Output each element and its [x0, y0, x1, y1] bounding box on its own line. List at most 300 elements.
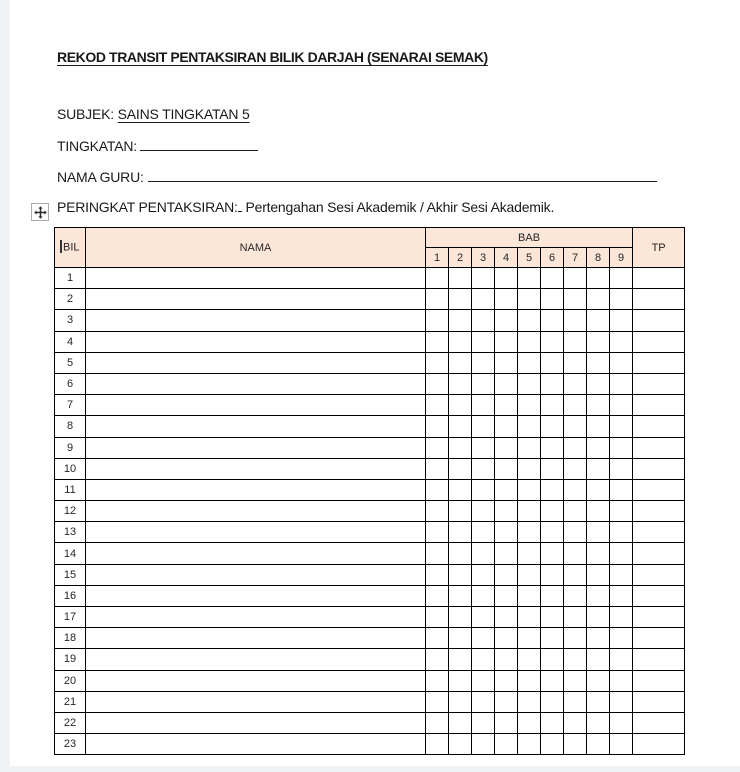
tp-cell[interactable]: [633, 522, 685, 543]
table-row: [55, 331, 685, 352]
bab-cell[interactable]: [541, 458, 564, 479]
bab-cell[interactable]: [495, 543, 518, 564]
bab-cell[interactable]: [518, 501, 541, 522]
bab-cell[interactable]: [541, 691, 564, 712]
bab-cell[interactable]: [587, 437, 610, 458]
bab-cell[interactable]: [610, 543, 633, 564]
bab-cell[interactable]: [426, 649, 449, 670]
bab-cell[interactable]: [472, 543, 495, 564]
bab-cell[interactable]: [426, 501, 449, 522]
bab-cell[interactable]: [426, 458, 449, 479]
bab-cell[interactable]: [426, 670, 449, 691]
bab-cell[interactable]: [449, 628, 472, 649]
bab-cell[interactable]: [449, 607, 472, 628]
bab-cell[interactable]: [426, 691, 449, 712]
bab-cell[interactable]: [518, 310, 541, 331]
row-number-cell: 3: [55, 310, 86, 331]
bab-cell[interactable]: [587, 416, 610, 437]
bab-cell[interactable]: [472, 564, 495, 585]
row-number-cell: 5: [55, 352, 86, 373]
bab-cell[interactable]: [495, 585, 518, 606]
bab-cell[interactable]: [587, 691, 610, 712]
bab-cell[interactable]: [472, 437, 495, 458]
bab-cell[interactable]: [472, 501, 495, 522]
bab-cell[interactable]: [518, 395, 541, 416]
nama-cell[interactable]: [86, 607, 426, 628]
bab-cell[interactable]: [518, 289, 541, 310]
bab-cell[interactable]: [495, 522, 518, 543]
bab-cell[interactable]: [518, 352, 541, 373]
bab-cell[interactable]: [541, 564, 564, 585]
bab-cell[interactable]: [587, 670, 610, 691]
bab-cell[interactable]: [449, 564, 472, 585]
header-bab-number: 5: [518, 248, 541, 268]
bab-cell[interactable]: [541, 501, 564, 522]
bab-cell[interactable]: [449, 501, 472, 522]
bab-cell[interactable]: [564, 628, 587, 649]
nama-cell[interactable]: [86, 564, 426, 585]
table-row: [55, 501, 685, 522]
bab-cell[interactable]: [587, 734, 610, 755]
nama-cell[interactable]: [86, 416, 426, 437]
bab-cell[interactable]: [610, 416, 633, 437]
nama-cell[interactable]: [86, 522, 426, 543]
bab-cell[interactable]: [472, 352, 495, 373]
bab-cell[interactable]: [564, 543, 587, 564]
bab-cell[interactable]: [495, 331, 518, 352]
bab-cell[interactable]: [472, 331, 495, 352]
bab-cell[interactable]: [472, 670, 495, 691]
table-row: [55, 585, 685, 606]
table-row: [55, 691, 685, 712]
bab-cell[interactable]: [426, 522, 449, 543]
bab-cell[interactable]: [449, 522, 472, 543]
bab-cell[interactable]: [564, 310, 587, 331]
nama-cell[interactable]: [86, 437, 426, 458]
nama-cell[interactable]: [86, 310, 426, 331]
tp-cell[interactable]: [633, 543, 685, 564]
bab-cell[interactable]: [518, 712, 541, 733]
bab-cell[interactable]: [472, 458, 495, 479]
row-number-cell: 1: [55, 268, 86, 289]
nama-cell[interactable]: [86, 543, 426, 564]
field-peringkat-value: Pertengahan Sesi Akademik / Akhir Sesi Akademik.: [245, 199, 555, 215]
bab-cell[interactable]: [449, 352, 472, 373]
bab-cell[interactable]: [472, 268, 495, 289]
row-number-cell: 6: [55, 373, 86, 394]
row-number-cell: 22: [55, 712, 86, 733]
bab-cell[interactable]: [449, 479, 472, 500]
bab-cell[interactable]: [426, 734, 449, 755]
bab-cell[interactable]: [449, 712, 472, 733]
nama-cell[interactable]: [86, 501, 426, 522]
bab-cell[interactable]: [564, 416, 587, 437]
bab-cell[interactable]: [610, 479, 633, 500]
bab-cell[interactable]: [472, 289, 495, 310]
tp-cell[interactable]: [633, 352, 685, 373]
nama-cell[interactable]: [86, 352, 426, 373]
bab-cell[interactable]: [518, 585, 541, 606]
tp-cell[interactable]: [633, 564, 685, 585]
bab-cell[interactable]: [541, 607, 564, 628]
bab-cell[interactable]: [518, 416, 541, 437]
nama-cell[interactable]: [86, 395, 426, 416]
bab-cell[interactable]: [541, 395, 564, 416]
bab-cell[interactable]: [495, 310, 518, 331]
tp-cell[interactable]: [633, 649, 685, 670]
bab-cell[interactable]: [564, 691, 587, 712]
bab-cell[interactable]: [587, 712, 610, 733]
bab-cell[interactable]: [472, 691, 495, 712]
nama-cell[interactable]: [86, 734, 426, 755]
bab-cell[interactable]: [426, 310, 449, 331]
bab-cell[interactable]: [587, 289, 610, 310]
bab-cell[interactable]: [587, 501, 610, 522]
bab-cell[interactable]: [472, 628, 495, 649]
bab-cell[interactable]: [426, 628, 449, 649]
tp-cell[interactable]: [633, 310, 685, 331]
tp-cell[interactable]: [633, 670, 685, 691]
header-bab-number: 2: [449, 248, 472, 268]
table-move-handle[interactable]: [31, 203, 49, 221]
bab-cell[interactable]: [449, 373, 472, 394]
bab-cell[interactable]: [541, 522, 564, 543]
nama-cell[interactable]: [86, 649, 426, 670]
nama-cell[interactable]: [86, 331, 426, 352]
bab-cell[interactable]: [449, 458, 472, 479]
bab-cell[interactable]: [495, 607, 518, 628]
bab-cell[interactable]: [564, 649, 587, 670]
bab-cell[interactable]: [587, 310, 610, 331]
tp-cell[interactable]: [633, 289, 685, 310]
table-row: [55, 564, 685, 585]
bab-cell[interactable]: [610, 691, 633, 712]
bab-cell[interactable]: [449, 416, 472, 437]
bab-cell[interactable]: [518, 607, 541, 628]
bab-cell[interactable]: [564, 437, 587, 458]
table-row: [55, 352, 685, 373]
table-row: [55, 712, 685, 733]
bab-cell[interactable]: [472, 373, 495, 394]
bab-cell[interactable]: [426, 437, 449, 458]
bab-cell[interactable]: [495, 437, 518, 458]
bab-cell[interactable]: [426, 607, 449, 628]
bab-cell[interactable]: [472, 416, 495, 437]
bab-cell[interactable]: [495, 734, 518, 755]
bab-cell[interactable]: [587, 628, 610, 649]
bab-cell[interactable]: [564, 373, 587, 394]
bab-cell[interactable]: [495, 628, 518, 649]
field-nama-guru: [57, 166, 657, 187]
bab-cell[interactable]: [426, 479, 449, 500]
bab-cell[interactable]: [587, 331, 610, 352]
bab-cell[interactable]: [564, 501, 587, 522]
bab-cell[interactable]: [449, 691, 472, 712]
field-peringkat-underline-space: [238, 198, 242, 212]
bab-cell[interactable]: [541, 649, 564, 670]
row-number-cell: 21: [55, 691, 86, 712]
bab-cell[interactable]: [564, 395, 587, 416]
bab-cell[interactable]: [472, 585, 495, 606]
tp-cell[interactable]: [633, 416, 685, 437]
bab-cell[interactable]: [449, 395, 472, 416]
tp-cell[interactable]: [633, 331, 685, 352]
tp-cell[interactable]: [633, 437, 685, 458]
row-number-cell: 4: [55, 331, 86, 352]
bab-cell[interactable]: [518, 628, 541, 649]
tp-cell[interactable]: [633, 458, 685, 479]
bab-cell[interactable]: [587, 543, 610, 564]
row-number-cell: 13: [55, 522, 86, 543]
bab-cell[interactable]: [587, 352, 610, 373]
bab-cell[interactable]: [610, 734, 633, 755]
bab-cell[interactable]: [426, 543, 449, 564]
bab-cell[interactable]: [610, 712, 633, 733]
bab-cell[interactable]: [610, 501, 633, 522]
bab-cell[interactable]: [495, 564, 518, 585]
bab-cell[interactable]: [541, 543, 564, 564]
bab-cell[interactable]: [564, 522, 587, 543]
tp-cell[interactable]: [633, 691, 685, 712]
bab-cell[interactable]: [610, 649, 633, 670]
bab-cell[interactable]: [495, 352, 518, 373]
bab-cell[interactable]: [472, 607, 495, 628]
bab-cell[interactable]: [472, 712, 495, 733]
bab-cell[interactable]: [587, 395, 610, 416]
bab-cell[interactable]: [587, 585, 610, 606]
bab-cell[interactable]: [541, 734, 564, 755]
bab-cell[interactable]: [449, 268, 472, 289]
bab-cell[interactable]: [495, 458, 518, 479]
header-bab-number: 6: [541, 248, 564, 268]
bab-cell[interactable]: [518, 331, 541, 352]
bab-cell[interactable]: [449, 310, 472, 331]
bab-cell[interactable]: [587, 522, 610, 543]
tp-cell[interactable]: [633, 501, 685, 522]
bab-cell[interactable]: [426, 289, 449, 310]
bab-cell[interactable]: [564, 564, 587, 585]
table-row: [55, 310, 685, 331]
row-number-cell: 23: [55, 734, 86, 755]
bab-cell[interactable]: [564, 670, 587, 691]
bab-cell[interactable]: [426, 585, 449, 606]
bab-cell[interactable]: [426, 564, 449, 585]
field-tingkatan-blank[interactable]: [140, 135, 258, 151]
row-number-cell: 9: [55, 437, 86, 458]
bab-cell[interactable]: [610, 268, 633, 289]
bab-cell[interactable]: [610, 373, 633, 394]
bab-cell[interactable]: [495, 670, 518, 691]
bab-cell[interactable]: [495, 479, 518, 500]
bab-cell[interactable]: [610, 395, 633, 416]
tp-cell[interactable]: [633, 479, 685, 500]
bab-cell[interactable]: [426, 331, 449, 352]
bab-cell[interactable]: [495, 712, 518, 733]
bab-cell[interactable]: [518, 458, 541, 479]
bab-cell[interactable]: [541, 585, 564, 606]
header-nama: NAMA: [86, 228, 426, 268]
bab-cell[interactable]: [541, 479, 564, 500]
bab-cell[interactable]: [518, 691, 541, 712]
bab-cell[interactable]: [518, 670, 541, 691]
bab-cell[interactable]: [564, 352, 587, 373]
document-page: [10, 0, 740, 766]
row-number-cell: 20: [55, 670, 86, 691]
bab-cell[interactable]: [472, 734, 495, 755]
row-number-cell: 15: [55, 564, 86, 585]
bab-cell[interactable]: [541, 289, 564, 310]
bab-cell[interactable]: [449, 585, 472, 606]
row-number-cell: 12: [55, 501, 86, 522]
table-row: [55, 670, 685, 691]
table-row: [55, 268, 685, 289]
table-row: [55, 522, 685, 543]
bab-cell[interactable]: [495, 289, 518, 310]
row-number-cell: 18: [55, 628, 86, 649]
bab-cell[interactable]: [472, 310, 495, 331]
row-number-cell: 19: [55, 649, 86, 670]
bab-cell[interactable]: [426, 712, 449, 733]
bab-cell[interactable]: [449, 437, 472, 458]
bab-cell[interactable]: [564, 331, 587, 352]
nama-cell[interactable]: [86, 691, 426, 712]
bab-cell[interactable]: [449, 670, 472, 691]
bab-cell[interactable]: [518, 479, 541, 500]
nama-cell[interactable]: [86, 458, 426, 479]
nama-cell[interactable]: [86, 373, 426, 394]
header-bil: [55, 228, 86, 268]
bab-cell[interactable]: [449, 331, 472, 352]
bab-cell[interactable]: [587, 607, 610, 628]
bab-cell[interactable]: [495, 268, 518, 289]
bab-cell[interactable]: [587, 564, 610, 585]
table-row: [55, 437, 685, 458]
table-row: [55, 734, 685, 755]
bab-cell[interactable]: [587, 649, 610, 670]
bab-cell[interactable]: [541, 373, 564, 394]
bab-cell[interactable]: [610, 522, 633, 543]
header-bab-number: 3: [472, 248, 495, 268]
bab-cell[interactable]: [541, 268, 564, 289]
table-header-row-1: [55, 228, 685, 248]
bab-cell[interactable]: [610, 607, 633, 628]
bab-cell[interactable]: [518, 522, 541, 543]
bab-cell[interactable]: [564, 712, 587, 733]
bab-cell[interactable]: [610, 628, 633, 649]
bab-cell[interactable]: [449, 734, 472, 755]
bab-cell[interactable]: [518, 734, 541, 755]
bab-cell[interactable]: [449, 289, 472, 310]
bab-cell[interactable]: [610, 564, 633, 585]
bab-cell[interactable]: [564, 289, 587, 310]
bab-cell[interactable]: [472, 479, 495, 500]
text-caret: [60, 240, 62, 253]
table-row: [55, 607, 685, 628]
nama-cell[interactable]: [86, 479, 426, 500]
nama-cell[interactable]: [86, 585, 426, 606]
nama-cell[interactable]: [86, 268, 426, 289]
tp-cell[interactable]: [633, 373, 685, 394]
bab-cell[interactable]: [541, 352, 564, 373]
bab-cell[interactable]: [541, 416, 564, 437]
row-number-cell: 17: [55, 607, 86, 628]
bab-cell[interactable]: [518, 543, 541, 564]
bab-cell[interactable]: [541, 310, 564, 331]
tp-cell[interactable]: [633, 268, 685, 289]
bab-cell[interactable]: [449, 543, 472, 564]
bab-cell[interactable]: [587, 479, 610, 500]
bab-cell[interactable]: [495, 373, 518, 394]
tp-cell[interactable]: [633, 585, 685, 606]
bab-cell[interactable]: [564, 734, 587, 755]
tp-cell[interactable]: [633, 628, 685, 649]
table-row: [55, 458, 685, 479]
bab-cell[interactable]: [449, 649, 472, 670]
document-title: REKOD TRANSIT PENTAKSIRAN BILIK DARJAH (SENARAI SEMAK): [57, 49, 488, 65]
tp-cell[interactable]: [633, 607, 685, 628]
bab-cell[interactable]: [541, 331, 564, 352]
bab-cell[interactable]: [610, 331, 633, 352]
bab-cell[interactable]: [518, 373, 541, 394]
bab-cell[interactable]: [610, 352, 633, 373]
bab-cell[interactable]: [426, 352, 449, 373]
bab-cell[interactable]: [472, 649, 495, 670]
bab-cell[interactable]: [610, 670, 633, 691]
bab-cell[interactable]: [610, 585, 633, 606]
bab-cell[interactable]: [472, 522, 495, 543]
bab-cell[interactable]: [564, 268, 587, 289]
tp-cell[interactable]: [633, 734, 685, 755]
bab-cell[interactable]: [426, 395, 449, 416]
nama-cell[interactable]: [86, 628, 426, 649]
bab-cell[interactable]: [610, 310, 633, 331]
bab-cell[interactable]: [564, 585, 587, 606]
bab-cell[interactable]: [518, 268, 541, 289]
nama-cell[interactable]: [86, 670, 426, 691]
bab-cell[interactable]: [495, 691, 518, 712]
bab-cell[interactable]: [495, 395, 518, 416]
bab-cell[interactable]: [610, 437, 633, 458]
field-nama-guru-blank[interactable]: [148, 166, 657, 182]
bab-cell[interactable]: [472, 395, 495, 416]
bab-cell[interactable]: [426, 373, 449, 394]
bab-cell[interactable]: [426, 416, 449, 437]
bab-cell[interactable]: [541, 670, 564, 691]
bab-cell[interactable]: [564, 458, 587, 479]
tp-cell[interactable]: [633, 395, 685, 416]
bab-cell[interactable]: [564, 479, 587, 500]
nama-cell[interactable]: [86, 289, 426, 310]
bab-cell[interactable]: [495, 649, 518, 670]
bab-cell[interactable]: [587, 373, 610, 394]
bab-cell[interactable]: [610, 458, 633, 479]
bab-cell[interactable]: [541, 712, 564, 733]
bab-cell[interactable]: [495, 416, 518, 437]
nama-cell[interactable]: [86, 712, 426, 733]
bab-cell[interactable]: [426, 268, 449, 289]
bab-cell[interactable]: [610, 289, 633, 310]
bab-cell[interactable]: [495, 501, 518, 522]
tp-cell[interactable]: [633, 712, 685, 733]
bab-cell[interactable]: [587, 458, 610, 479]
bab-cell[interactable]: [518, 649, 541, 670]
bab-cell[interactable]: [541, 437, 564, 458]
bab-cell[interactable]: [518, 437, 541, 458]
bab-cell[interactable]: [587, 268, 610, 289]
bab-cell[interactable]: [564, 607, 587, 628]
bab-cell[interactable]: [541, 628, 564, 649]
bab-cell[interactable]: [518, 564, 541, 585]
